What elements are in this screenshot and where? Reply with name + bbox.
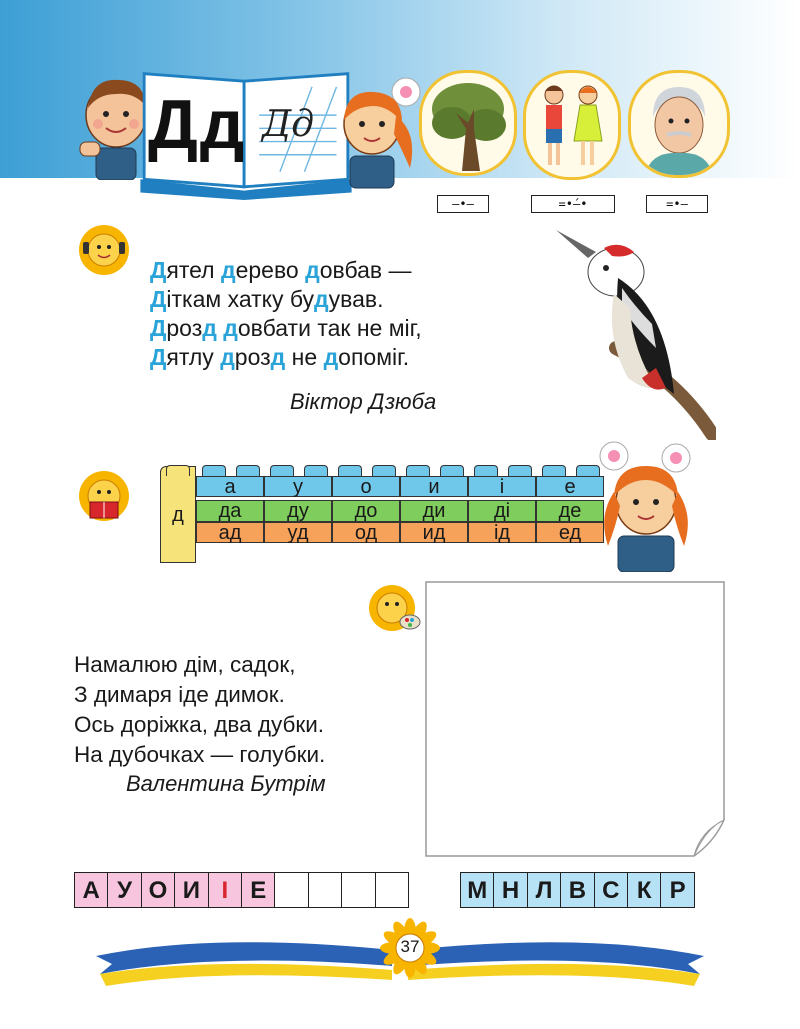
poem-dyatel — [150, 256, 422, 372]
girl-illustration — [332, 72, 424, 190]
syllable-closed: уд — [264, 522, 332, 543]
highlighted-letter: д — [223, 315, 238, 341]
poem-line: Ось доріжка, два дубки. — [74, 712, 325, 737]
syllable-open: де — [536, 500, 604, 522]
poem-line: Намалюю дім, садок, — [74, 652, 296, 677]
vowel-cell: У — [107, 872, 141, 908]
consonant-cell: Л — [527, 872, 561, 908]
syllable-closed: ад — [196, 522, 264, 543]
vowel-cell: А — [74, 872, 108, 908]
syllable-consonant-column — [160, 466, 196, 563]
highlighted-letter: Д — [150, 286, 167, 312]
syllable-open: ди — [400, 500, 468, 522]
syllable-vowel: и — [400, 476, 468, 497]
table-tab — [440, 465, 464, 476]
syllable-vowel: у — [264, 476, 332, 497]
highlighted-letter: д — [202, 315, 217, 341]
poem-text: іткам хатку бу — [166, 286, 315, 312]
consonant-cell: М — [460, 872, 494, 908]
consonant-cell: С — [594, 872, 628, 908]
poem-text: овбав — — [319, 257, 412, 283]
syllable-closed: ед — [536, 522, 604, 543]
blank-letter-cell[interactable] — [341, 872, 375, 908]
vowel-cell: О — [141, 872, 175, 908]
table-tab — [542, 465, 566, 476]
grandfather-picture — [628, 70, 730, 178]
consonant-cell: В — [560, 872, 594, 908]
poem-text: ятлу — [166, 344, 221, 370]
table-tab — [372, 465, 396, 476]
listen-sunflower-icon — [76, 222, 132, 278]
syllable-open: ді — [468, 500, 536, 522]
consonant-cell: Р — [660, 872, 694, 908]
table-tab — [508, 465, 532, 476]
poem-line: З димаря іде димок. — [74, 682, 285, 707]
page-number: 37 — [400, 937, 420, 956]
highlighted-letter: Д — [150, 344, 167, 370]
sound-scheme-2: =•́–• — [531, 195, 615, 213]
syllable-closed: ид — [400, 522, 468, 543]
poem-text: овбати так не міг, — [237, 315, 422, 341]
poem-text: ятел — [166, 257, 221, 283]
syllable-open: до — [332, 500, 400, 522]
highlighted-letter: д — [305, 257, 320, 283]
table-tab — [202, 465, 226, 476]
table-tab — [338, 465, 362, 476]
highlighted-letter: д — [323, 344, 339, 370]
poem-author: Віктор Дзюба — [290, 389, 437, 414]
girl-peeking-illustration — [592, 436, 698, 572]
syllable-vowel: і — [468, 476, 536, 497]
poem-text: ерево — [235, 257, 306, 283]
drawing-sunflower-icon — [366, 582, 422, 634]
table-tab — [304, 465, 328, 476]
syllable-consonant: д — [172, 504, 184, 526]
syllable-closed: од — [332, 522, 400, 543]
syllable-vowel: о — [332, 476, 400, 497]
vowel-cell: І — [208, 872, 242, 908]
syllable-open: ду — [264, 500, 332, 522]
reading-sunflower-icon — [76, 468, 132, 526]
table-tab — [270, 465, 294, 476]
highlighted-letter: д — [220, 257, 236, 283]
poem-line — [150, 343, 422, 372]
sound-scheme-3: =•– — [646, 195, 708, 213]
poem-line — [150, 285, 422, 314]
highlighted-letter: д — [270, 344, 286, 370]
woodpecker-illustration — [556, 228, 716, 440]
table-tab — [236, 465, 260, 476]
poem-text: ував. — [328, 286, 384, 312]
vowel-cell: И — [174, 872, 208, 908]
poem-line — [150, 314, 422, 343]
sound-scheme-1: –•– — [437, 195, 489, 213]
vowel-cell: Е — [241, 872, 275, 908]
poem-text: не — [285, 344, 324, 370]
blank-letter-cell[interactable] — [274, 872, 308, 908]
poem-line: На дубочках — голубки. — [74, 742, 326, 767]
poem-line — [150, 256, 422, 285]
poem2-author: Валентина Бутрім — [126, 771, 326, 796]
children-picture — [523, 70, 621, 180]
highlighted-letter: д — [314, 286, 329, 312]
letter-script: Дд — [262, 104, 315, 145]
poem-namaliuiu — [74, 650, 325, 770]
blank-letter-cell[interactable] — [308, 872, 342, 908]
oak-tree-picture — [419, 70, 517, 176]
syllable-open: да — [196, 500, 264, 522]
poem-text: опоміг. — [338, 344, 410, 370]
poem-text: роз — [234, 344, 271, 370]
letter-print: Дд — [148, 85, 247, 163]
consonant-cell: Н — [493, 872, 527, 908]
consonant-cell: К — [627, 872, 661, 908]
syllable-vowel: е — [536, 476, 604, 497]
highlighted-letter: Д — [150, 257, 167, 283]
table-tab — [406, 465, 430, 476]
syllable-closed: ід — [468, 522, 536, 543]
blank-letter-cell[interactable] — [375, 872, 409, 908]
highlighted-letter: д — [220, 344, 235, 370]
drawing-area[interactable] — [424, 580, 728, 860]
table-tab — [474, 465, 498, 476]
poem-text: роз — [166, 315, 203, 341]
syllable-vowel: а — [196, 476, 264, 497]
highlighted-letter: Д — [150, 315, 167, 341]
table-tab — [166, 465, 190, 476]
